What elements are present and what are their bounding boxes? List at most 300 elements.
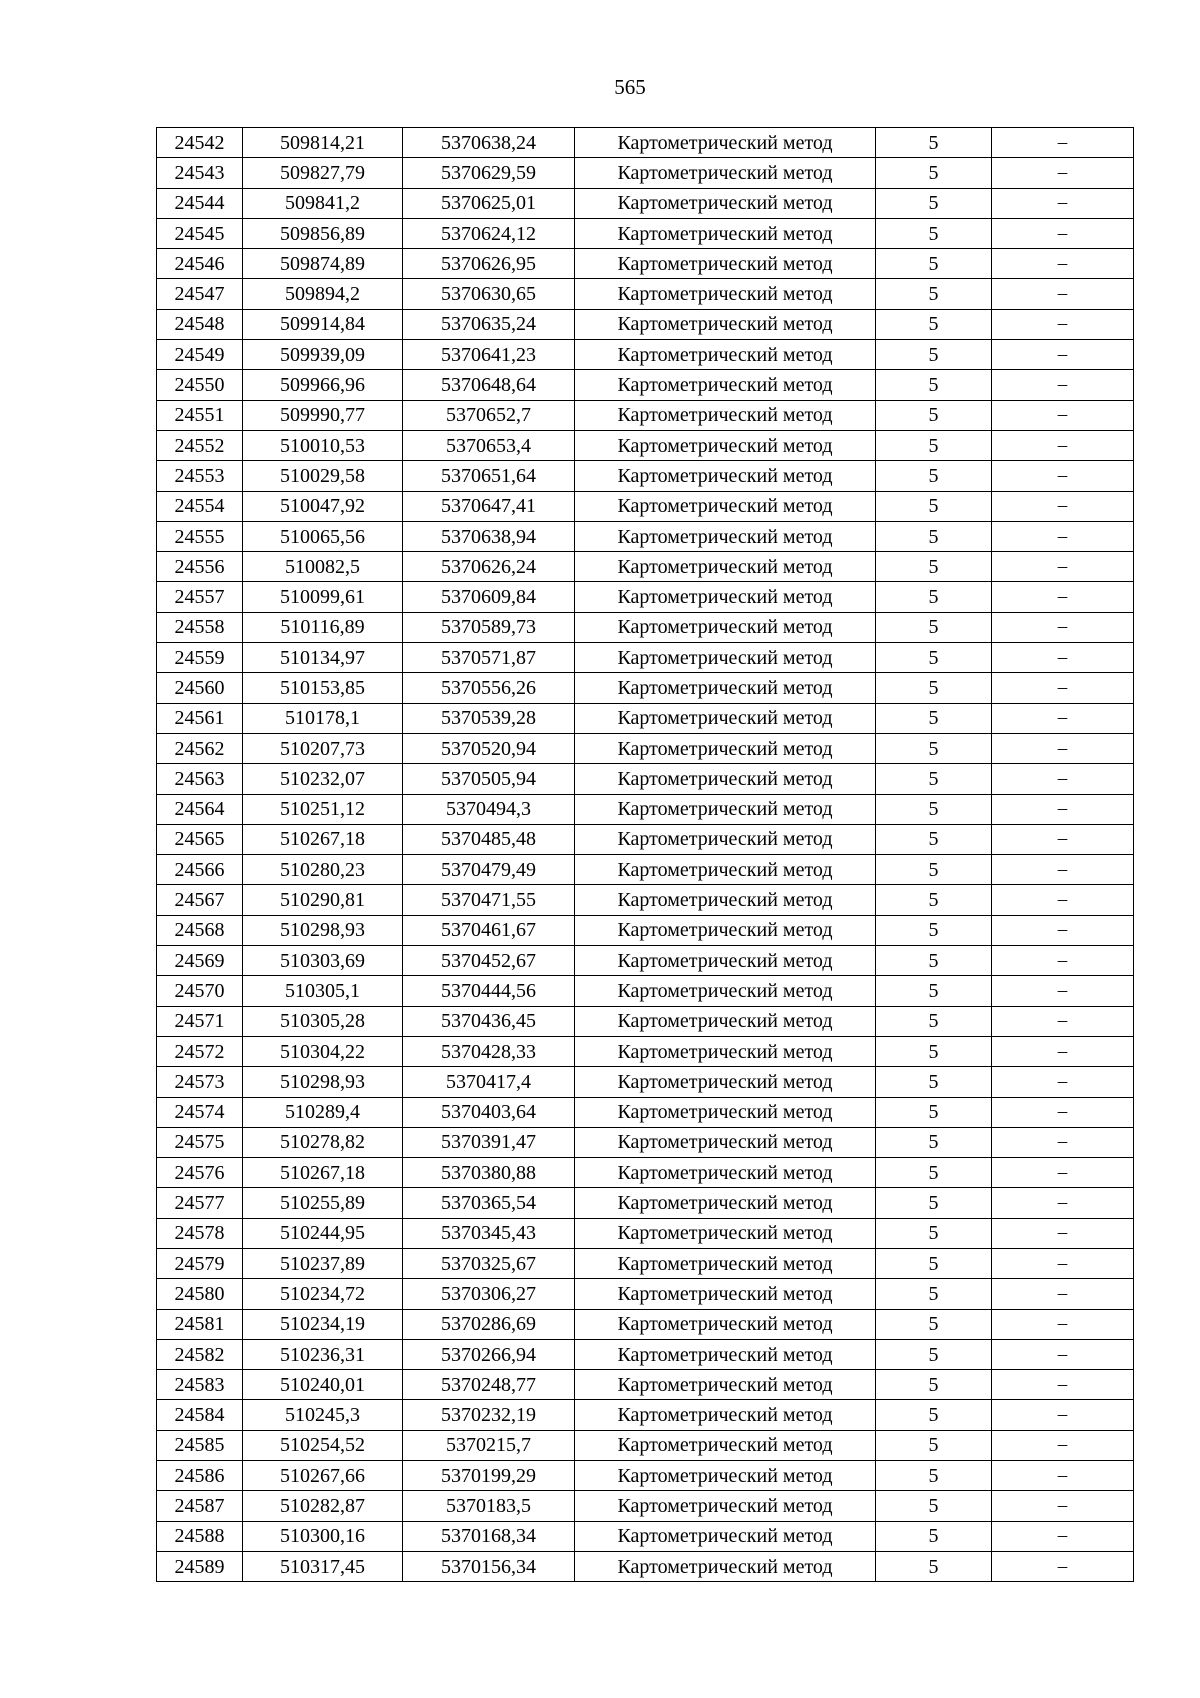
point-number-cell: 24564 [157, 794, 243, 824]
y-coordinate-cell: 5370215,7 [403, 1430, 575, 1460]
point-number-cell: 24582 [157, 1339, 243, 1369]
table-row [157, 340, 1134, 370]
accuracy-cell: 5 [876, 1400, 992, 1430]
x-coordinate-cell: 510278,82 [243, 1127, 403, 1157]
page-number: 565 [614, 75, 646, 99]
description-cell: – [992, 673, 1134, 703]
description-cell: – [992, 552, 1134, 582]
y-coordinate-cell: 5370168,34 [403, 1521, 575, 1551]
accuracy-cell: 5 [876, 1006, 992, 1036]
point-number-cell: 24554 [157, 491, 243, 521]
table-row [157, 1521, 1134, 1551]
coordinates-table [156, 127, 1134, 1582]
description-cell: – [992, 643, 1134, 673]
description-cell: – [992, 733, 1134, 763]
x-coordinate-cell: 510099,61 [243, 582, 403, 612]
point-number-cell: 24559 [157, 643, 243, 673]
method-cell: Картометрический метод [575, 915, 876, 945]
table-row [157, 249, 1134, 279]
table-row [157, 1279, 1134, 1309]
table-row [157, 1309, 1134, 1339]
method-cell: Картометрический метод [575, 824, 876, 854]
x-coordinate-cell: 509874,89 [243, 249, 403, 279]
y-coordinate-cell: 5370345,43 [403, 1218, 575, 1248]
accuracy-cell: 5 [876, 249, 992, 279]
x-coordinate-cell: 510240,01 [243, 1370, 403, 1400]
description-cell: – [992, 1430, 1134, 1460]
point-number-cell: 24583 [157, 1370, 243, 1400]
point-number-cell: 24575 [157, 1127, 243, 1157]
method-cell: Картометрический метод [575, 1309, 876, 1339]
table-row [157, 1491, 1134, 1521]
point-number-cell: 24555 [157, 521, 243, 551]
x-coordinate-cell: 510153,85 [243, 673, 403, 703]
accuracy-cell: 5 [876, 1097, 992, 1127]
accuracy-cell: 5 [876, 1188, 992, 1218]
description-cell: – [992, 128, 1134, 158]
x-coordinate-cell: 510116,89 [243, 612, 403, 642]
y-coordinate-cell: 5370403,64 [403, 1097, 575, 1127]
point-number-cell: 24548 [157, 309, 243, 339]
y-coordinate-cell: 5370183,5 [403, 1491, 575, 1521]
point-number-cell: 24543 [157, 158, 243, 188]
description-cell: – [992, 1461, 1134, 1491]
method-cell: Картометрический метод [575, 885, 876, 915]
x-coordinate-cell: 510267,18 [243, 824, 403, 854]
accuracy-cell: 5 [876, 188, 992, 218]
method-cell: Картометрический метод [575, 1279, 876, 1309]
description-cell: – [992, 279, 1134, 309]
x-coordinate-cell: 509894,2 [243, 279, 403, 309]
point-number-cell: 24588 [157, 1521, 243, 1551]
y-coordinate-cell: 5370647,41 [403, 491, 575, 521]
table-row [157, 643, 1134, 673]
point-number-cell: 24587 [157, 1491, 243, 1521]
y-coordinate-cell: 5370641,23 [403, 340, 575, 370]
method-cell: Картометрический метод [575, 1067, 876, 1097]
description-cell: – [992, 1127, 1134, 1157]
accuracy-cell: 5 [876, 552, 992, 582]
table-row [157, 1551, 1134, 1581]
y-coordinate-cell: 5370651,64 [403, 461, 575, 491]
x-coordinate-cell: 509990,77 [243, 400, 403, 430]
table-row [157, 158, 1134, 188]
table-row [157, 824, 1134, 854]
y-coordinate-cell: 5370471,55 [403, 885, 575, 915]
description-cell: – [992, 1036, 1134, 1066]
y-coordinate-cell: 5370629,59 [403, 158, 575, 188]
y-coordinate-cell: 5370248,77 [403, 1370, 575, 1400]
accuracy-cell: 5 [876, 824, 992, 854]
x-coordinate-cell: 510010,53 [243, 430, 403, 460]
y-coordinate-cell: 5370630,65 [403, 279, 575, 309]
description-cell: – [992, 764, 1134, 794]
x-coordinate-cell: 510298,93 [243, 1067, 403, 1097]
description-cell: – [992, 1521, 1134, 1551]
table-row [157, 218, 1134, 248]
method-cell: Картометрический метод [575, 340, 876, 370]
y-coordinate-cell: 5370417,4 [403, 1067, 575, 1097]
table-row [157, 552, 1134, 582]
method-cell: Картометрический метод [575, 1036, 876, 1066]
table-row [157, 703, 1134, 733]
y-coordinate-cell: 5370461,67 [403, 915, 575, 945]
x-coordinate-cell: 510207,73 [243, 733, 403, 763]
accuracy-cell: 5 [876, 1461, 992, 1491]
accuracy-cell: 5 [876, 1279, 992, 1309]
x-coordinate-cell: 510178,1 [243, 703, 403, 733]
description-cell: – [992, 612, 1134, 642]
y-coordinate-cell: 5370266,94 [403, 1339, 575, 1369]
point-number-cell: 24550 [157, 370, 243, 400]
x-coordinate-cell: 510267,66 [243, 1461, 403, 1491]
point-number-cell: 24552 [157, 430, 243, 460]
table-row [157, 1400, 1134, 1430]
point-number-cell: 24549 [157, 340, 243, 370]
y-coordinate-cell: 5370556,26 [403, 673, 575, 703]
method-cell: Картометрический метод [575, 461, 876, 491]
y-coordinate-cell: 5370452,67 [403, 946, 575, 976]
method-cell: Картометрический метод [575, 430, 876, 460]
x-coordinate-cell: 510244,95 [243, 1218, 403, 1248]
method-cell: Картометрический метод [575, 218, 876, 248]
point-number-cell: 24556 [157, 552, 243, 582]
description-cell: – [992, 1218, 1134, 1248]
table-row [157, 976, 1134, 1006]
table-row [157, 1188, 1134, 1218]
point-number-cell: 24572 [157, 1036, 243, 1066]
table-row [157, 885, 1134, 915]
x-coordinate-cell: 510047,92 [243, 491, 403, 521]
accuracy-cell: 5 [876, 1339, 992, 1369]
table-row [157, 1339, 1134, 1369]
accuracy-cell: 5 [876, 400, 992, 430]
accuracy-cell: 5 [876, 1248, 992, 1278]
y-coordinate-cell: 5370479,49 [403, 855, 575, 885]
accuracy-cell: 5 [876, 370, 992, 400]
point-number-cell: 24563 [157, 764, 243, 794]
x-coordinate-cell: 510255,89 [243, 1188, 403, 1218]
coordinates-table-body [157, 128, 1134, 1582]
description-cell: – [992, 158, 1134, 188]
point-number-cell: 24557 [157, 582, 243, 612]
accuracy-cell: 5 [876, 340, 992, 370]
table-row [157, 279, 1134, 309]
method-cell: Картометрический метод [575, 552, 876, 582]
x-coordinate-cell: 510280,23 [243, 855, 403, 885]
y-coordinate-cell: 5370624,12 [403, 218, 575, 248]
description-cell: – [992, 461, 1134, 491]
method-cell: Картометрический метод [575, 491, 876, 521]
x-coordinate-cell: 509827,79 [243, 158, 403, 188]
method-cell: Картометрический метод [575, 643, 876, 673]
accuracy-cell: 5 [876, 885, 992, 915]
x-coordinate-cell: 510254,52 [243, 1430, 403, 1460]
point-number-cell: 24571 [157, 1006, 243, 1036]
description-cell: – [992, 491, 1134, 521]
method-cell: Картометрический метод [575, 400, 876, 430]
x-coordinate-cell: 510236,31 [243, 1339, 403, 1369]
description-cell: – [992, 703, 1134, 733]
table-row [157, 794, 1134, 824]
description-cell: – [992, 915, 1134, 945]
table-row [157, 128, 1134, 158]
y-coordinate-cell: 5370286,69 [403, 1309, 575, 1339]
accuracy-cell: 5 [876, 1067, 992, 1097]
description-cell: – [992, 1370, 1134, 1400]
accuracy-cell: 5 [876, 430, 992, 460]
description-cell: – [992, 218, 1134, 248]
point-number-cell: 24573 [157, 1067, 243, 1097]
method-cell: Картометрический метод [575, 1127, 876, 1157]
x-coordinate-cell: 509841,2 [243, 188, 403, 218]
accuracy-cell: 5 [876, 976, 992, 1006]
x-coordinate-cell: 510317,45 [243, 1551, 403, 1581]
accuracy-cell: 5 [876, 1158, 992, 1188]
method-cell: Картометрический метод [575, 1551, 876, 1581]
y-coordinate-cell: 5370653,4 [403, 430, 575, 460]
description-cell: – [992, 400, 1134, 430]
table-row [157, 400, 1134, 430]
description-cell: – [992, 976, 1134, 1006]
description-cell: – [992, 340, 1134, 370]
point-number-cell: 24542 [157, 128, 243, 158]
accuracy-cell: 5 [876, 1309, 992, 1339]
accuracy-cell: 5 [876, 491, 992, 521]
y-coordinate-cell: 5370635,24 [403, 309, 575, 339]
point-number-cell: 24566 [157, 855, 243, 885]
description-cell: – [992, 1158, 1134, 1188]
point-number-cell: 24545 [157, 218, 243, 248]
table-row [157, 1097, 1134, 1127]
description-cell: – [992, 1006, 1134, 1036]
point-number-cell: 24578 [157, 1218, 243, 1248]
accuracy-cell: 5 [876, 703, 992, 733]
y-coordinate-cell: 5370391,47 [403, 1127, 575, 1157]
accuracy-cell: 5 [876, 915, 992, 945]
point-number-cell: 24553 [157, 461, 243, 491]
accuracy-cell: 5 [876, 1430, 992, 1460]
x-coordinate-cell: 510234,19 [243, 1309, 403, 1339]
accuracy-cell: 5 [876, 309, 992, 339]
table-row [157, 188, 1134, 218]
y-coordinate-cell: 5370626,95 [403, 249, 575, 279]
method-cell: Картометрический метод [575, 1491, 876, 1521]
x-coordinate-cell: 510267,18 [243, 1158, 403, 1188]
description-cell: – [992, 1400, 1134, 1430]
description-cell: – [992, 249, 1134, 279]
method-cell: Картометрический метод [575, 703, 876, 733]
table-row [157, 855, 1134, 885]
description-cell: – [992, 1491, 1134, 1521]
point-number-cell: 24580 [157, 1279, 243, 1309]
table-row [157, 1248, 1134, 1278]
x-coordinate-cell: 509966,96 [243, 370, 403, 400]
accuracy-cell: 5 [876, 1218, 992, 1248]
point-number-cell: 24544 [157, 188, 243, 218]
x-coordinate-cell: 510305,1 [243, 976, 403, 1006]
accuracy-cell: 5 [876, 1521, 992, 1551]
accuracy-cell: 5 [876, 521, 992, 551]
table-row [157, 612, 1134, 642]
accuracy-cell: 5 [876, 1127, 992, 1157]
x-coordinate-cell: 510234,72 [243, 1279, 403, 1309]
accuracy-cell: 5 [876, 1551, 992, 1581]
x-coordinate-cell: 510282,87 [243, 1491, 403, 1521]
point-number-cell: 24558 [157, 612, 243, 642]
y-coordinate-cell: 5370156,34 [403, 1551, 575, 1581]
method-cell: Картометрический метод [575, 1461, 876, 1491]
description-cell: – [992, 1551, 1134, 1581]
description-cell: – [992, 582, 1134, 612]
point-number-cell: 24576 [157, 1158, 243, 1188]
method-cell: Картометрический метод [575, 612, 876, 642]
x-coordinate-cell: 510289,4 [243, 1097, 403, 1127]
table-row [157, 1370, 1134, 1400]
x-coordinate-cell: 510290,81 [243, 885, 403, 915]
method-cell: Картометрический метод [575, 1339, 876, 1369]
description-cell: – [992, 1339, 1134, 1369]
x-coordinate-cell: 509939,09 [243, 340, 403, 370]
table-row [157, 1218, 1134, 1248]
point-number-cell: 24565 [157, 824, 243, 854]
accuracy-cell: 5 [876, 673, 992, 703]
table-row [157, 1127, 1134, 1157]
description-cell: – [992, 188, 1134, 218]
x-coordinate-cell: 510298,93 [243, 915, 403, 945]
y-coordinate-cell: 5370539,28 [403, 703, 575, 733]
y-coordinate-cell: 5370571,87 [403, 643, 575, 673]
method-cell: Картометрический метод [575, 1006, 876, 1036]
table-row [157, 582, 1134, 612]
point-number-cell: 24581 [157, 1309, 243, 1339]
y-coordinate-cell: 5370444,56 [403, 976, 575, 1006]
y-coordinate-cell: 5370325,67 [403, 1248, 575, 1278]
table-row [157, 764, 1134, 794]
point-number-cell: 24547 [157, 279, 243, 309]
accuracy-cell: 5 [876, 158, 992, 188]
accuracy-cell: 5 [876, 128, 992, 158]
description-cell: – [992, 946, 1134, 976]
description-cell: – [992, 1067, 1134, 1097]
method-cell: Картометрический метод [575, 279, 876, 309]
point-number-cell: 24560 [157, 673, 243, 703]
x-coordinate-cell: 510251,12 [243, 794, 403, 824]
y-coordinate-cell: 5370232,19 [403, 1400, 575, 1430]
y-coordinate-cell: 5370365,54 [403, 1188, 575, 1218]
description-cell: – [992, 794, 1134, 824]
point-number-cell: 24561 [157, 703, 243, 733]
table-row [157, 733, 1134, 763]
point-number-cell: 24568 [157, 915, 243, 945]
y-coordinate-cell: 5370428,33 [403, 1036, 575, 1066]
accuracy-cell: 5 [876, 733, 992, 763]
point-number-cell: 24585 [157, 1430, 243, 1460]
y-coordinate-cell: 5370638,24 [403, 128, 575, 158]
point-number-cell: 24551 [157, 400, 243, 430]
method-cell: Картометрический метод [575, 794, 876, 824]
description-cell: – [992, 521, 1134, 551]
y-coordinate-cell: 5370199,29 [403, 1461, 575, 1491]
method-cell: Картометрический метод [575, 521, 876, 551]
y-coordinate-cell: 5370625,01 [403, 188, 575, 218]
method-cell: Картометрический метод [575, 1370, 876, 1400]
x-coordinate-cell: 509914,84 [243, 309, 403, 339]
point-number-cell: 24584 [157, 1400, 243, 1430]
point-number-cell: 24562 [157, 733, 243, 763]
accuracy-cell: 5 [876, 1491, 992, 1521]
accuracy-cell: 5 [876, 855, 992, 885]
x-coordinate-cell: 510082,5 [243, 552, 403, 582]
method-cell: Картометрический метод [575, 249, 876, 279]
x-coordinate-cell: 509814,21 [243, 128, 403, 158]
x-coordinate-cell: 509856,89 [243, 218, 403, 248]
y-coordinate-cell: 5370306,27 [403, 1279, 575, 1309]
y-coordinate-cell: 5370609,84 [403, 582, 575, 612]
x-coordinate-cell: 510237,89 [243, 1248, 403, 1278]
table-row [157, 946, 1134, 976]
method-cell: Картометрический метод [575, 1521, 876, 1551]
accuracy-cell: 5 [876, 794, 992, 824]
y-coordinate-cell: 5370494,3 [403, 794, 575, 824]
table-row [157, 309, 1134, 339]
method-cell: Картометрический метод [575, 733, 876, 763]
y-coordinate-cell: 5370520,94 [403, 733, 575, 763]
point-number-cell: 24546 [157, 249, 243, 279]
y-coordinate-cell: 5370648,64 [403, 370, 575, 400]
method-cell: Картометрический метод [575, 309, 876, 339]
method-cell: Картометрический метод [575, 946, 876, 976]
method-cell: Картометрический метод [575, 764, 876, 794]
method-cell: Картометрический метод [575, 158, 876, 188]
description-cell: – [992, 885, 1134, 915]
y-coordinate-cell: 5370436,45 [403, 1006, 575, 1036]
description-cell: – [992, 1309, 1134, 1339]
x-coordinate-cell: 510134,97 [243, 643, 403, 673]
point-number-cell: 24589 [157, 1551, 243, 1581]
description-cell: – [992, 309, 1134, 339]
accuracy-cell: 5 [876, 461, 992, 491]
description-cell: – [992, 1097, 1134, 1127]
description-cell: – [992, 370, 1134, 400]
description-cell: – [992, 824, 1134, 854]
x-coordinate-cell: 510065,56 [243, 521, 403, 551]
table-row [157, 673, 1134, 703]
table-row [157, 1067, 1134, 1097]
table-row [157, 461, 1134, 491]
x-coordinate-cell: 510232,07 [243, 764, 403, 794]
point-number-cell: 24574 [157, 1097, 243, 1127]
method-cell: Картометрический метод [575, 370, 876, 400]
point-number-cell: 24586 [157, 1461, 243, 1491]
accuracy-cell: 5 [876, 279, 992, 309]
point-number-cell: 24577 [157, 1188, 243, 1218]
point-number-cell: 24570 [157, 976, 243, 1006]
accuracy-cell: 5 [876, 582, 992, 612]
table-row [157, 430, 1134, 460]
method-cell: Картометрический метод [575, 1430, 876, 1460]
y-coordinate-cell: 5370485,48 [403, 824, 575, 854]
method-cell: Картометрический метод [575, 1248, 876, 1278]
x-coordinate-cell: 510304,22 [243, 1036, 403, 1066]
table-row [157, 915, 1134, 945]
point-number-cell: 24569 [157, 946, 243, 976]
description-cell: – [992, 1188, 1134, 1218]
accuracy-cell: 5 [876, 612, 992, 642]
accuracy-cell: 5 [876, 643, 992, 673]
y-coordinate-cell: 5370380,88 [403, 1158, 575, 1188]
description-cell: – [992, 430, 1134, 460]
